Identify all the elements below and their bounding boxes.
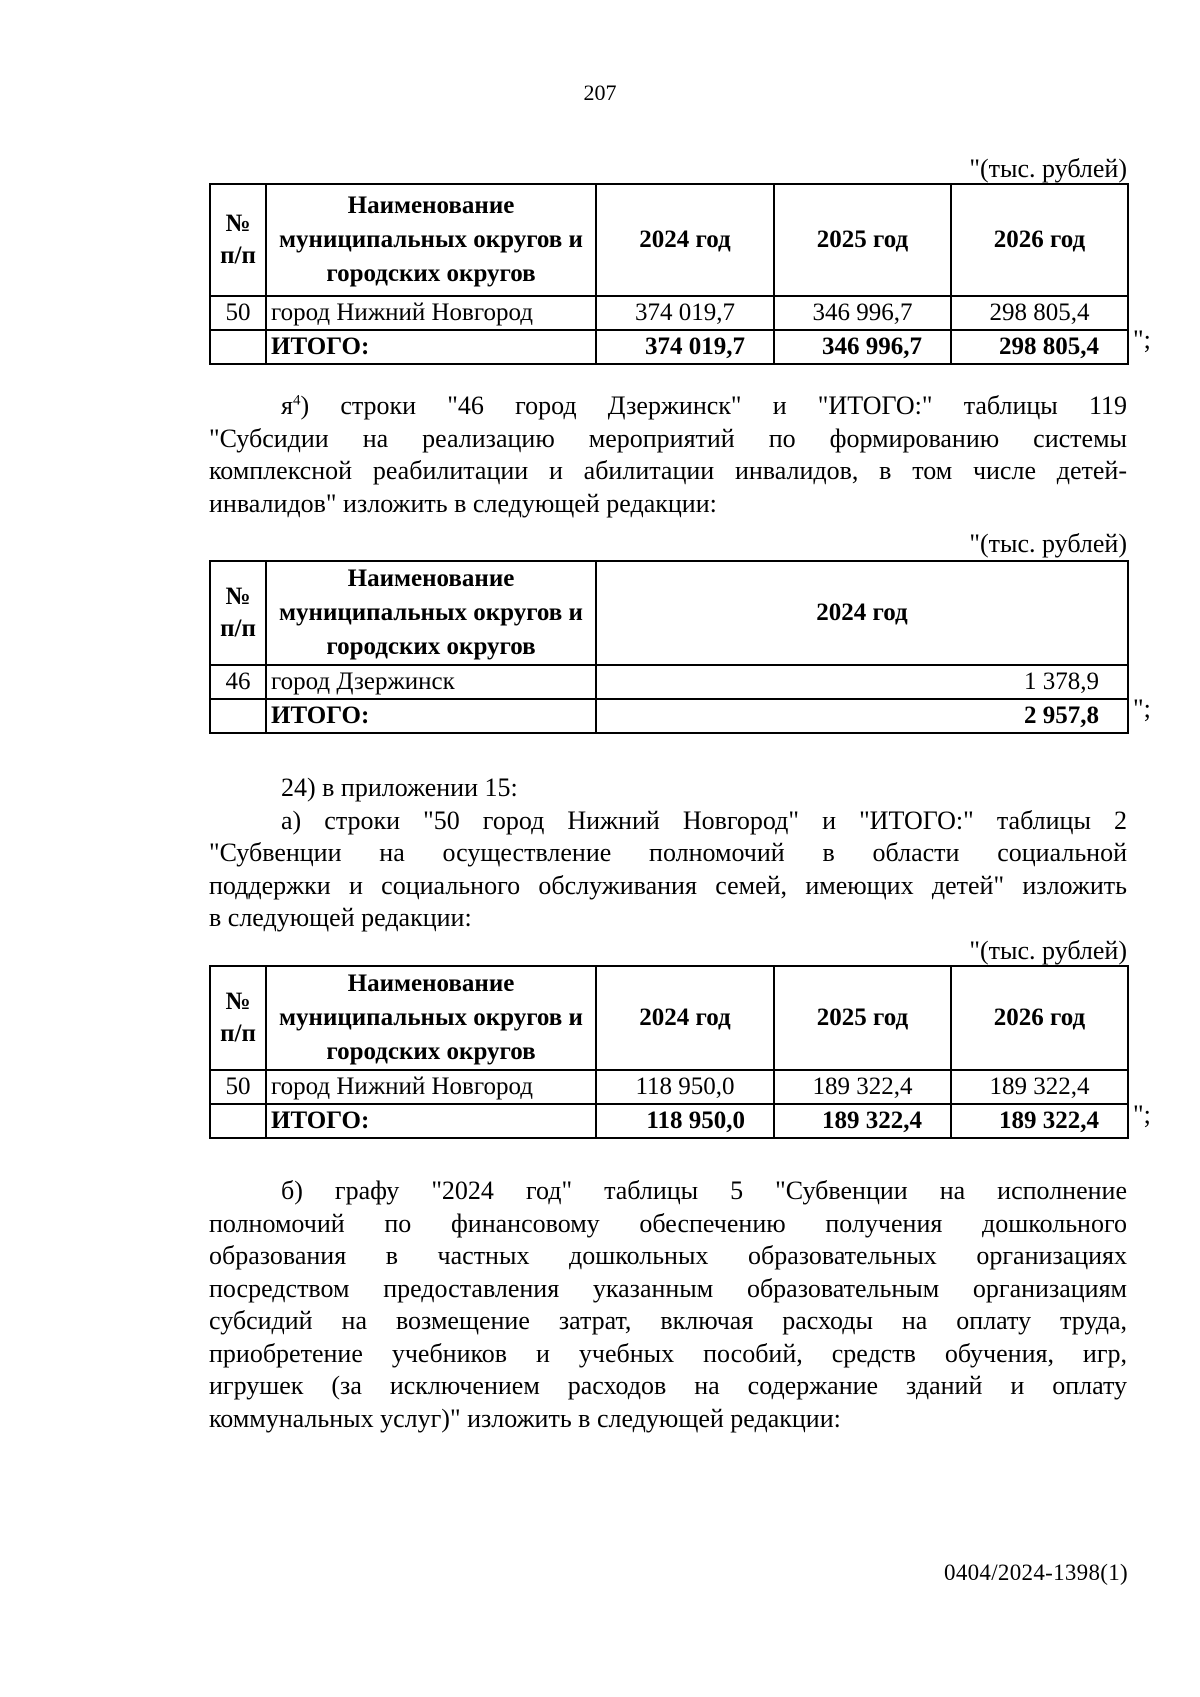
total-value: 118 950,0 — [596, 1104, 774, 1138]
paragraph-line: а) строки "50 город Нижний Новгород" и "ИТОГО:" таблицы 2 — [281, 805, 1127, 835]
header-year: 2024 год — [596, 184, 774, 296]
total-label: ИТОГО: — [266, 1104, 596, 1138]
paragraph-line: "Субвенции на осуществление полномочий в области социальной — [209, 838, 1127, 867]
total-value: 189 322,4 — [774, 1104, 951, 1138]
table-2 — [209, 560, 1129, 734]
table-header-row — [210, 561, 1128, 665]
item-marker-sup: 4 — [292, 392, 301, 409]
table-1 — [209, 183, 1129, 365]
header-year: 2024 год — [596, 966, 774, 1070]
paragraph-text: ) строки "46 город Дзержинск" и "ИТОГО:" таблицы 119 — [300, 391, 1127, 420]
paragraph-line: игрушек (за исключением расходов на содержание зданий и оплату — [209, 1371, 1127, 1400]
row-value: 189 322,4 — [774, 1070, 951, 1104]
header-year: 2026 год — [951, 966, 1128, 1070]
table-header-row — [210, 966, 1128, 1070]
total-row — [210, 330, 1128, 364]
table-row — [210, 665, 1128, 699]
row-value: 346 996,7 — [774, 296, 951, 330]
row-number: 50 — [210, 296, 266, 330]
total-row — [210, 699, 1128, 733]
table-3 — [209, 965, 1129, 1139]
paragraph-ya4 — [209, 390, 1127, 520]
unit-label: "(тыс. рублей) — [969, 529, 1127, 558]
unit-label: "(тыс. рублей) — [969, 154, 1127, 183]
total-value: 189 322,4 — [951, 1104, 1128, 1138]
paragraph-line: субсидий на возмещение затрат, включая расходы на оплату труда, — [209, 1306, 1127, 1335]
row-value: 1 378,9 — [596, 665, 1128, 699]
row-value: 189 322,4 — [951, 1070, 1128, 1104]
total-value: 346 996,7 — [774, 330, 951, 364]
row-name: город Дзержинск — [266, 665, 596, 699]
row-name: город Нижний Новгород — [266, 1070, 596, 1104]
header-name: Наименование муниципальных округов и городских округов — [266, 966, 596, 1070]
header-num: № п/п — [210, 966, 266, 1070]
total-label: ИТОГО: — [266, 330, 596, 364]
header-year: 2025 год — [774, 184, 951, 296]
paragraph-line: полномочий по финансовому обеспечению получения дошкольного — [209, 1208, 1127, 1238]
paragraph-line: б) графу "2024 год" таблицы 5 "Субвенции на исполнение — [281, 1176, 1127, 1205]
closing-quote: "; — [1133, 694, 1151, 723]
header-name: Наименование муниципальных округов и городских округов — [266, 184, 596, 296]
item-marker: я — [281, 391, 293, 420]
paragraph-heading: 24) в приложении 15: — [281, 773, 518, 802]
paragraph-line: "Субсидии на реализацию мероприятий по формированию системы — [209, 423, 1127, 453]
document-code: 0404/2024-1398(1) — [944, 1560, 1128, 1585]
paragraph-line: образования в частных дошкольных образовательных организациях — [209, 1241, 1127, 1270]
total-row — [210, 1104, 1128, 1138]
unit-label: "(тыс. рублей) — [969, 936, 1127, 965]
paragraph-line: поддержки и социального обслуживания семей, имеющих детей" изложить — [209, 870, 1127, 900]
total-value: 298 805,4 — [951, 330, 1128, 364]
row-value: 118 950,0 — [596, 1070, 774, 1104]
closing-quote: "; — [1133, 1100, 1151, 1129]
closing-quote: "; — [1133, 325, 1151, 354]
header-year: 2024 год — [596, 561, 1128, 665]
header-num: № п/п — [210, 561, 266, 665]
total-label: ИТОГО: — [266, 699, 596, 733]
table-header-row — [210, 184, 1128, 296]
header-year: 2026 год — [951, 184, 1128, 296]
row-number: 46 — [210, 665, 266, 699]
total-value: 2 957,8 — [596, 699, 1128, 733]
header-name: Наименование муниципальных округов и городских округов — [266, 561, 596, 665]
total-number-cell — [210, 1104, 266, 1138]
row-number: 50 — [210, 1070, 266, 1104]
total-number-cell — [210, 699, 266, 733]
table-row — [210, 1070, 1128, 1104]
row-value: 298 805,4 — [951, 296, 1128, 330]
total-number-cell — [210, 330, 266, 364]
paragraph-line: комплексной реабилитации и абилитации инвалидов, в том числе детей- — [209, 456, 1127, 485]
paragraph-line — [209, 390, 1127, 423]
paragraph-line: инвалидов" изложить в следующей редакции: — [209, 488, 717, 518]
table-row — [210, 296, 1128, 330]
row-value: 374 019,7 — [596, 296, 774, 330]
paragraph-line: в следующей редакции: — [209, 903, 472, 932]
total-value: 374 019,7 — [596, 330, 774, 364]
header-num: № п/п — [210, 184, 266, 296]
page-number: 207 — [583, 80, 617, 105]
paragraph-line: посредством предоставления указанным образовательным организациям — [209, 1273, 1127, 1303]
header-year: 2025 год — [774, 966, 951, 1070]
paragraph-24a — [209, 772, 1127, 935]
paragraph-line: приобретение учебников и учебных пособий, средств обучения, игр, — [209, 1338, 1127, 1368]
row-name: город Нижний Новгород — [266, 296, 596, 330]
paragraph-line: коммунальных услуг)" изложить в следующей редакции: — [209, 1403, 841, 1433]
paragraph-b — [209, 1175, 1127, 1435]
